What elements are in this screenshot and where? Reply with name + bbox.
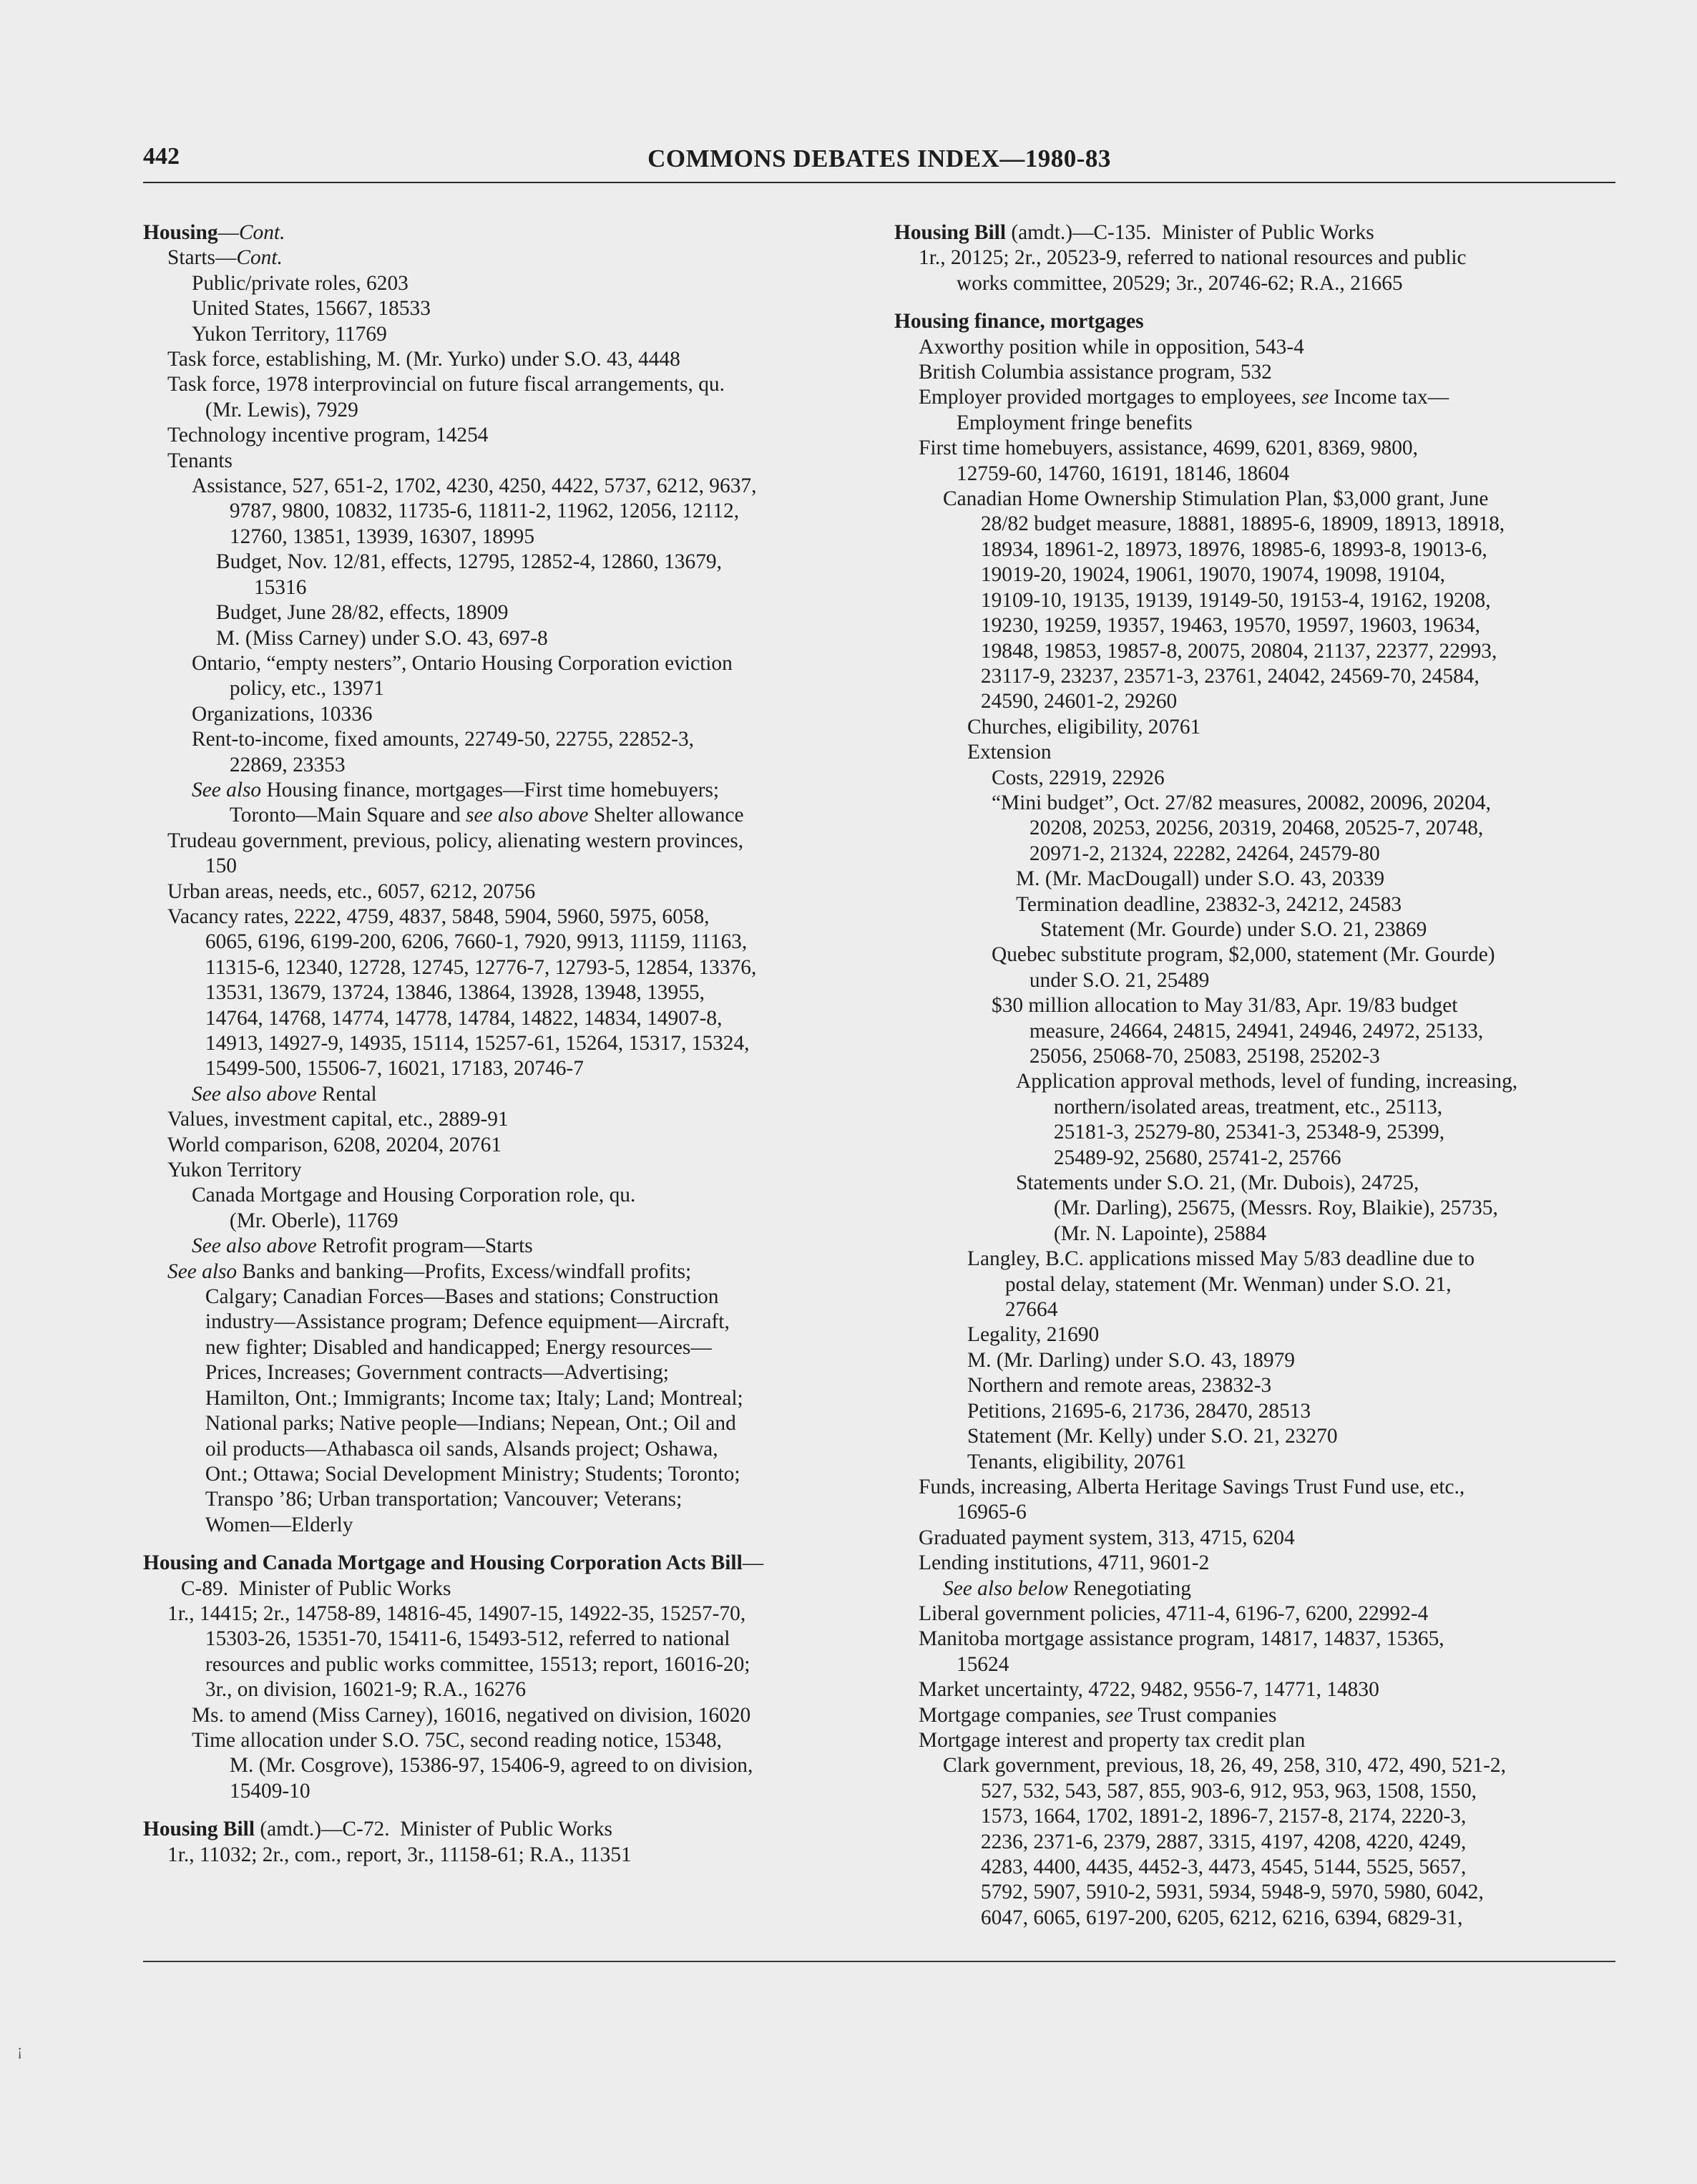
index-entry: Graduated payment system, 313, 4715, 6204 xyxy=(919,1526,1295,1549)
index-entry: Tenants, eligibility, 20761 xyxy=(967,1450,1187,1473)
index-entry: Statements under S.O. 21, (Mr. Dubois), 24725, (Mr. Darling), 25675, (Messrs. Roy, Blaikie), 25735, (Mr. N. Lapointe), 25884 xyxy=(1016,1171,1498,1245)
index-entry: Task force, 1978 interprovincial on future fiscal arrangements, qu. (Mr. Lewis), 7929 xyxy=(167,373,725,421)
index-entry: Quebec substitute program, $2,000, statement (Mr. Gourde) under S.O. 21, 25489 xyxy=(992,943,1495,992)
index-entry: World comparison, 6208, 20204, 20761 xyxy=(167,1133,502,1156)
index-entry: Costs, 22919, 22926 xyxy=(992,766,1165,789)
index-entry: Ontario, “empty nesters”, Ontario Housing Corporation eviction policy, etc., 13971 xyxy=(192,651,733,701)
right-index-column xyxy=(894,220,1617,1931)
index-entry: Values, investment capital, etc., 2889-91 xyxy=(167,1108,509,1131)
index-entry: Rent-to-income, fixed amounts, 22749-50, 22755, 22852-3, 22869, 23353 xyxy=(192,728,695,776)
index-entry: British Columbia assistance program, 532 xyxy=(919,361,1272,384)
index-entry: Technology incentive program, 14254 xyxy=(167,424,489,447)
index-entry: Lending institutions, 4711, 9601-2 xyxy=(919,1551,1210,1575)
index-entry: Tenants xyxy=(167,449,233,472)
index-entry: See also Housing finance, mortgages—First time homebuyers; Toronto—Main Square and see also above Shelter allowance xyxy=(192,778,744,827)
index-entry: Termination deadline, 23832-3, 24212, 24583 xyxy=(1016,892,1402,916)
index-entry: Clark government, previous, 18, 26, 49, 258, 310, 472, 490, 521-2, 527, 532, 543, 587, 855, 903-6, 912, 953, 963, 1508, 1550, 1573, 1664, 1702, 1891-2, 1896-7, 2157-8, 2174, 2220-3, 2236, 2371-6, 2379, 2887, 3315, 4197, 4208, 4220, 4249, 4283, 4400, 4435, 4452-3, 4473, 4545, 5144, 5525, 5657, 5792, 5907, 5910-2, 5931, 5934, 5948-9, 5970, 5980, 6042, 6047, 6065, 6197-200, 6205, 6212, 6216, 6394, 6829-31, xyxy=(943,1754,1506,1929)
index-entry: Trudeau government, previous, policy, alienating western provinces, 150 xyxy=(167,829,744,878)
index-entry: 1r., 14415; 2r., 14758-89, 14816-45, 14907-15, 14922-35, 15257-70, 15303-26, 15351-70, 15411-6, 15493-512, referred to national resources and public works committee, 15513; report, 16016-20; 3r., on division, 16021-9; R.A., 16276 xyxy=(167,1602,750,1702)
index-entry: Mortgage interest and property tax credit plan xyxy=(919,1728,1306,1752)
index-entry: Organizations, 10336 xyxy=(192,702,373,726)
page-header xyxy=(143,140,1615,183)
index-entry: Housing finance, mortgages xyxy=(894,310,1144,333)
index-entry: Ms. to amend (Miss Carney), 16016, negatived on division, 16020 xyxy=(192,1703,751,1727)
index-entry: Canadian Home Ownership Stimulation Plan, $3,000 grant, June 28/82 budget measure, 18881, 18895-6, 18909, 18913, 18918, 18934, 18961-2, 18973, 18976, 18985-6, 18993-8, 19013-6, 19019-20, 19024, 19061, 19070, 19074, 19098, 19104, 19109-10, 19135, 19139, 19149-50, 19153-4, 19162, 19208, 19230, 19259, 19357, 19463, 19570, 19597, 19603, 19634, 19848, 19853, 19857-8, 20075, 20804, 21137, 22377, 22993, 23117-9, 23237, 23571-3, 23761, 24042, 24569-70, 24584, 24590, 24601-2, 29260 xyxy=(943,487,1505,713)
index-entry: Market uncertainty, 4722, 9482, 9556-7, 14771, 14830 xyxy=(919,1678,1379,1702)
index-entry: Langley, B.C. applications missed May 5/83 deadline due to postal delay, statement (Mr. Wenman) under S.O. 21, 27664 xyxy=(967,1247,1475,1322)
index-entry: Statement (Mr. Gourde) under S.O. 21, 23869 xyxy=(1040,917,1427,941)
index-entry: Churches, eligibility, 20761 xyxy=(967,715,1201,738)
index-entry: See also above Rental xyxy=(192,1082,377,1106)
index-entry: See also Banks and banking—Profits, Excess/windfall profits; Calgary; Canadian Forces—Bases and stations; Construction industry—Assistance program; Defence equipment—Aircraft, new fighter; Disabled and handicapped; Energy resources— Prices, Increases; Government contracts—Advertising; Hamilton, Ont.; Immigrants; Income tax; Italy; Land; Montreal; National parks; Native people—Indians; Nepean, Ont.; Oil and oil products—Athabasca oil sands, Alsands project; Oshawa, Ont.; Ottawa; Social Development Ministry; Students; Toronto; Transpo ’86; Urban transportation; Vancouver; Veterans; Women—Elderly xyxy=(167,1259,743,1536)
index-entry: Axworthy position while in opposition, 543-4 xyxy=(919,335,1304,359)
index-entry: M. (Mr. Darling) under S.O. 43, 18979 xyxy=(967,1348,1295,1372)
index-entry: First time homebuyers, assistance, 4699, 6201, 8369, 9800, 12759-60, 14760, 16191, 18146, 18604 xyxy=(919,437,1418,485)
scan-edge-mark: ¡ xyxy=(17,2041,23,2059)
index-entry: Housing Bill (amdt.)—C-72. Minister of Public Works xyxy=(143,1818,612,1841)
index-entry: “Mini budget”, Oct. 27/82 measures, 20082, 20096, 20204, 20208, 20253, 20256, 20319, 20468, 20525-7, 20748, 20971-2, 21324, 22282, 24264, 24579-80 xyxy=(992,791,1491,865)
index-entry: Urban areas, needs, etc., 6057, 6212, 20756 xyxy=(167,879,536,903)
index-entry: Petitions, 21695-6, 21736, 28470, 28513 xyxy=(967,1399,1311,1423)
index-entry: Yukon Territory xyxy=(167,1159,302,1182)
index-entry: Budget, June 28/82, effects, 18909 xyxy=(216,601,509,625)
index-entry: See also below Renegotiating xyxy=(943,1576,1191,1600)
index-entry: Housing—Cont. xyxy=(143,221,285,244)
index-entry: See also above Retrofit program—Starts xyxy=(192,1234,533,1258)
index-entry: Application approval methods, level of funding, increasing, northern/isolated areas, treatment, etc., 25113, 25181-3, 25279-80, 25341-3, 25348-9, 25399, 25489-92, 25680, 25741-2, 25766 xyxy=(1016,1070,1518,1169)
page-title: COMMONS DEBATES INDEX—1980-83 xyxy=(647,145,1111,172)
index-entry: Canada Mortgage and Housing Corporation role, qu. (Mr. Oberle), 11769 xyxy=(192,1184,636,1232)
index-entry: Extension xyxy=(967,741,1052,764)
index-entry: M. (Mr. MacDougall) under S.O. 43, 20339 xyxy=(1016,867,1385,891)
index-entry: Employer provided mortgages to employees, see Income tax— Employment fringe benefits xyxy=(919,386,1449,434)
index-entry: 1r., 20125; 2r., 20523-9, referred to national resources and public works committee, 20529; 3r., 20746-62; R.A., 21665 xyxy=(919,246,1467,295)
index-entry: $30 million allocation to May 31/83, Apr. 19/83 budget measure, 24664, 24815, 24941, 24946, 24972, 25133, 25056, 25068-70, 25083, 25198, 25202-3 xyxy=(992,994,1484,1068)
index-entry: Yukon Territory, 11769 xyxy=(192,322,387,346)
index-entry: Liberal government policies, 4711-4, 6196-7, 6200, 22992-4 xyxy=(919,1602,1429,1625)
index-entry: Assistance, 527, 651-2, 1702, 4230, 4250, 4422, 5737, 6212, 9637, 9787, 9800, 10832, 11735-6, 11811-2, 11962, 12056, 12112, 12760, 13851, 13939, 16307, 18995 xyxy=(192,474,757,548)
index-entry: Northern and remote areas, 23832-3 xyxy=(967,1374,1272,1398)
left-index-column xyxy=(143,220,859,1868)
index-entry: Mortgage companies, see Trust companies xyxy=(919,1703,1277,1727)
index-entry: Public/private roles, 6203 xyxy=(192,271,409,295)
index-entry: Budget, Nov. 12/81, effects, 12795, 12852-4, 12860, 13679, 15316 xyxy=(216,550,722,599)
index-entry: Statement (Mr. Kelly) under S.O. 21, 23270 xyxy=(967,1425,1338,1448)
footer-rule xyxy=(143,1961,1615,1962)
index-entry: Manitoba mortgage assistance program, 14817, 14837, 15365, 15624 xyxy=(919,1627,1444,1676)
index-entry: Funds, increasing, Alberta Heritage Savings Trust Fund use, etc., 16965-6 xyxy=(919,1475,1465,1524)
page-number: 442 xyxy=(143,143,180,170)
index-entry: Legality, 21690 xyxy=(967,1323,1100,1347)
index-entry: Housing and Canada Mortgage and Housing Corporation Acts Bill— C-89. Minister of Public Works xyxy=(143,1551,764,1600)
index-entry: Housing Bill (amdt.)—C-135. Minister of Public Works xyxy=(894,221,1374,244)
index-entry: United States, 15667, 18533 xyxy=(192,297,431,321)
index-entry: Task force, establishing, M. (Mr. Yurko) under S.O. 43, 4448 xyxy=(167,348,680,371)
index-entry: Vacancy rates, 2222, 4759, 4837, 5848, 5904, 5960, 5975, 6058, 6065, 6196, 6199-200, 6206, 7660-1, 7920, 9913, 11159, 11163, 11315-6, 12340, 12728, 12745, 12776-7, 12793-5, 12854, 13376, 13531, 13679, 13724, 13846, 13864, 13928, 13948, 13955, 14764, 14768, 14774, 14778, 14784, 14822, 14834, 14907-8, 14913, 14927-9, 14935, 15114, 15257-61, 15264, 15317, 15324, 15499-500, 15506-7, 16021, 17183, 20746-7 xyxy=(167,905,757,1081)
index-entry: Time allocation under S.O. 75C, second reading notice, 15348, M. (Mr. Cosgrove), 15386-97, 15406-9, agreed to on division, 15409-10 xyxy=(192,1728,753,1803)
index-entry: Starts—Cont. xyxy=(167,246,283,270)
index-entry: 1r., 11032; 2r., com., report, 3r., 11158-61; R.A., 11351 xyxy=(167,1843,632,1866)
index-entry: M. (Miss Carney) under S.O. 43, 697-8 xyxy=(216,626,548,650)
